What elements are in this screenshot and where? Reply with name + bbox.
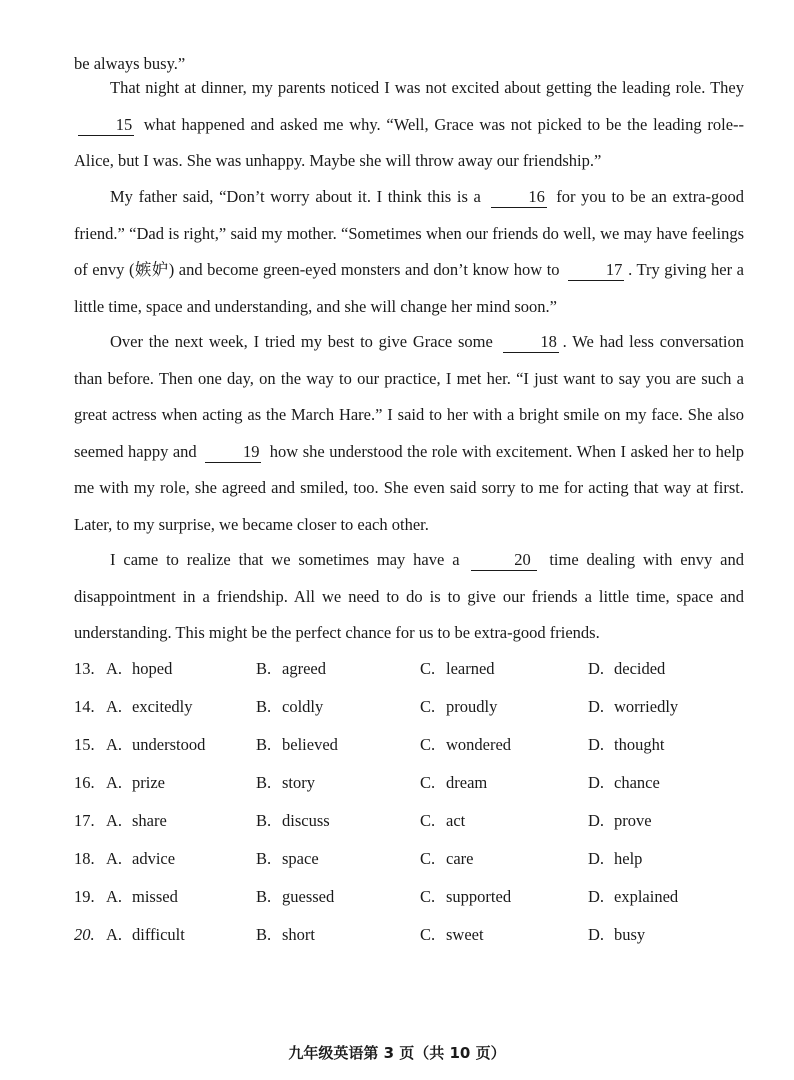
question-number: 15. <box>74 735 95 754</box>
option-text: excitedly <box>132 697 193 716</box>
option-letter: B. <box>256 925 272 944</box>
blank-19: 19 <box>205 442 261 463</box>
option-letter: D. <box>588 811 605 830</box>
option-text: sweet <box>446 925 484 944</box>
passage-text: time dealing with envy and disappointment in a friendship. All we need to do is to give our friends a little time, space and understanding. This might be the perfect chance for us to be extra-good friends. <box>74 550 745 642</box>
page-footer: 九年级英语第 3 页（共 10 页） <box>288 1044 506 1062</box>
option-text: busy <box>614 925 646 944</box>
option-c <box>420 735 511 755</box>
option-b <box>256 659 326 679</box>
option-text: thought <box>614 735 665 754</box>
passage-text: be always busy.” <box>74 54 186 73</box>
option-text: share <box>132 811 167 830</box>
option-c <box>420 887 511 907</box>
option-d <box>588 773 660 793</box>
option-text: dream <box>446 773 488 792</box>
option-b <box>256 735 338 755</box>
option-text: proudly <box>446 697 498 716</box>
passage-paragraph-4 <box>74 542 744 652</box>
option-b <box>256 849 319 869</box>
option-c <box>420 849 473 869</box>
blank-18: 18 <box>503 332 559 353</box>
option-letter: D. <box>588 735 605 754</box>
option-c <box>420 697 497 717</box>
option-letter: A. <box>106 849 123 868</box>
option-text: understood <box>132 735 206 754</box>
option-text: discuss <box>282 811 330 830</box>
option-letter: D. <box>588 925 605 944</box>
option-letter: C. <box>420 925 436 944</box>
option-text: short <box>282 925 315 944</box>
passage-text: I came to realize that we sometimes may have a <box>110 550 460 569</box>
option-letter: B. <box>256 849 272 868</box>
option-letter: D. <box>588 849 605 868</box>
option-text: worriedly <box>614 697 679 716</box>
passage-text: what happened and asked me why. “Well, Grace was not picked to be the leading role-- Alice, but I was. She was unhappy. Maybe she will throw away our friendship.” <box>74 114 745 170</box>
question-row-20 <box>74 917 754 955</box>
option-letter: B. <box>256 659 272 678</box>
option-letter: A. <box>106 697 123 716</box>
option-b <box>256 811 330 831</box>
passage-text: . Try giving her a little time, space and understanding, and she will change her mind soon.” <box>74 260 744 316</box>
passage-text: That night at dinner, my parents noticed I was not excited about getting the leading role. They <box>110 78 744 97</box>
option-d <box>588 697 678 717</box>
blank-17: 17 <box>568 260 624 281</box>
option-text: supported <box>446 887 512 906</box>
option-text: explained <box>614 887 679 906</box>
passage-paragraph-2 <box>74 179 744 325</box>
option-letter: C. <box>420 697 436 716</box>
option-a <box>106 811 167 831</box>
passage-text: Over the next week, I tried my best to give Grace some <box>110 332 493 351</box>
option-text: coldly <box>282 697 324 716</box>
option-letter: D. <box>588 659 605 678</box>
option-letter: A. <box>106 773 123 792</box>
option-b <box>256 773 315 793</box>
option-letter: D. <box>588 773 605 792</box>
option-letter: D. <box>588 887 605 906</box>
option-letter: B. <box>256 811 272 830</box>
question-row-15 <box>74 727 754 765</box>
option-text: prize <box>132 773 165 792</box>
option-letter: B. <box>256 735 272 754</box>
option-a <box>106 849 175 869</box>
option-text: learned <box>446 659 495 678</box>
option-text: hoped <box>132 659 173 678</box>
option-c <box>420 773 487 793</box>
question-number: 17. <box>74 811 95 830</box>
option-letter: C. <box>420 811 436 830</box>
option-text: space <box>282 849 319 868</box>
option-text: story <box>282 773 315 792</box>
option-text: care <box>446 849 474 868</box>
option-text: help <box>614 849 643 868</box>
option-text: act <box>446 811 466 830</box>
question-number: 18. <box>74 849 95 868</box>
passage-paragraph-3 <box>74 324 744 543</box>
option-d <box>588 659 665 679</box>
option-letter: B. <box>256 887 272 906</box>
option-letter: B. <box>256 773 272 792</box>
option-d <box>588 887 678 907</box>
option-text: decided <box>614 659 666 678</box>
option-c <box>420 811 465 831</box>
passage-text: for you to be an extra-good friend.” “Dad is right,” said my mother. “Sometimes when our friends do well, we may have feelings of envy (嫉妒) and become green-eyed monsters and don’t know how to <box>74 187 745 279</box>
option-c <box>420 659 495 679</box>
question-number: 19. <box>74 887 95 906</box>
question-row-14 <box>74 689 754 727</box>
option-letter: C. <box>420 849 436 868</box>
blank-15: 15 <box>78 115 134 136</box>
option-a <box>106 773 165 793</box>
option-a <box>106 659 172 679</box>
option-text: missed <box>132 887 178 906</box>
option-text: chance <box>614 773 660 792</box>
option-d <box>588 925 645 945</box>
question-row-13 <box>74 651 754 689</box>
option-letter: A. <box>106 735 123 754</box>
option-text: difficult <box>132 925 185 944</box>
option-a <box>106 925 185 945</box>
question-number: 13. <box>74 659 95 678</box>
question-number: 14. <box>74 697 95 716</box>
question-row-16 <box>74 765 754 803</box>
question-number: 20. <box>74 925 95 944</box>
option-letter: A. <box>106 887 123 906</box>
option-text: believed <box>282 735 338 754</box>
option-a <box>106 887 178 907</box>
option-letter: A. <box>106 811 123 830</box>
question-number: 16. <box>74 773 95 792</box>
question-row-19 <box>74 879 754 917</box>
option-text: agreed <box>282 659 326 678</box>
option-a <box>106 697 192 717</box>
option-d <box>588 811 652 831</box>
option-c <box>420 925 484 945</box>
option-text: wondered <box>446 735 512 754</box>
option-letter: C. <box>420 659 436 678</box>
option-letter: C. <box>420 773 436 792</box>
option-letter: B. <box>256 697 272 716</box>
option-text: guessed <box>282 887 335 906</box>
passage-paragraph-1 <box>74 70 744 180</box>
option-b <box>256 697 323 717</box>
option-letter: D. <box>588 697 605 716</box>
option-letter: C. <box>420 735 436 754</box>
option-a <box>106 735 205 755</box>
option-b <box>256 887 334 907</box>
option-d <box>588 735 664 755</box>
option-letter: C. <box>420 887 436 906</box>
option-d <box>588 849 642 869</box>
option-b <box>256 925 315 945</box>
options-list <box>74 651 754 955</box>
option-text: advice <box>132 849 176 868</box>
question-row-17 <box>74 803 754 841</box>
option-text: prove <box>614 811 652 830</box>
question-row-18 <box>74 841 754 879</box>
blank-16: 16 <box>491 187 547 208</box>
option-letter: A. <box>106 659 123 678</box>
option-letter: A. <box>106 925 123 944</box>
passage-text: . We had less conversation than before. Then one day, on the way to our practice, I met her. “I just want to say you are such a great actress when acting as the March Hare.” I said to her with a bright smile on my face. She also seemed happy and <box>74 332 744 461</box>
passage-text: how she understood the role with excitement. When I asked her to help me with my role, she agreed and smiled, too. She even said sorry to me for acting that way at first. Later, to my surprise, we became closer to each other. <box>74 441 745 534</box>
blank-20: 20 <box>471 550 537 571</box>
passage-text: My father said, “Don’t worry about it. I think this is a <box>110 187 481 206</box>
